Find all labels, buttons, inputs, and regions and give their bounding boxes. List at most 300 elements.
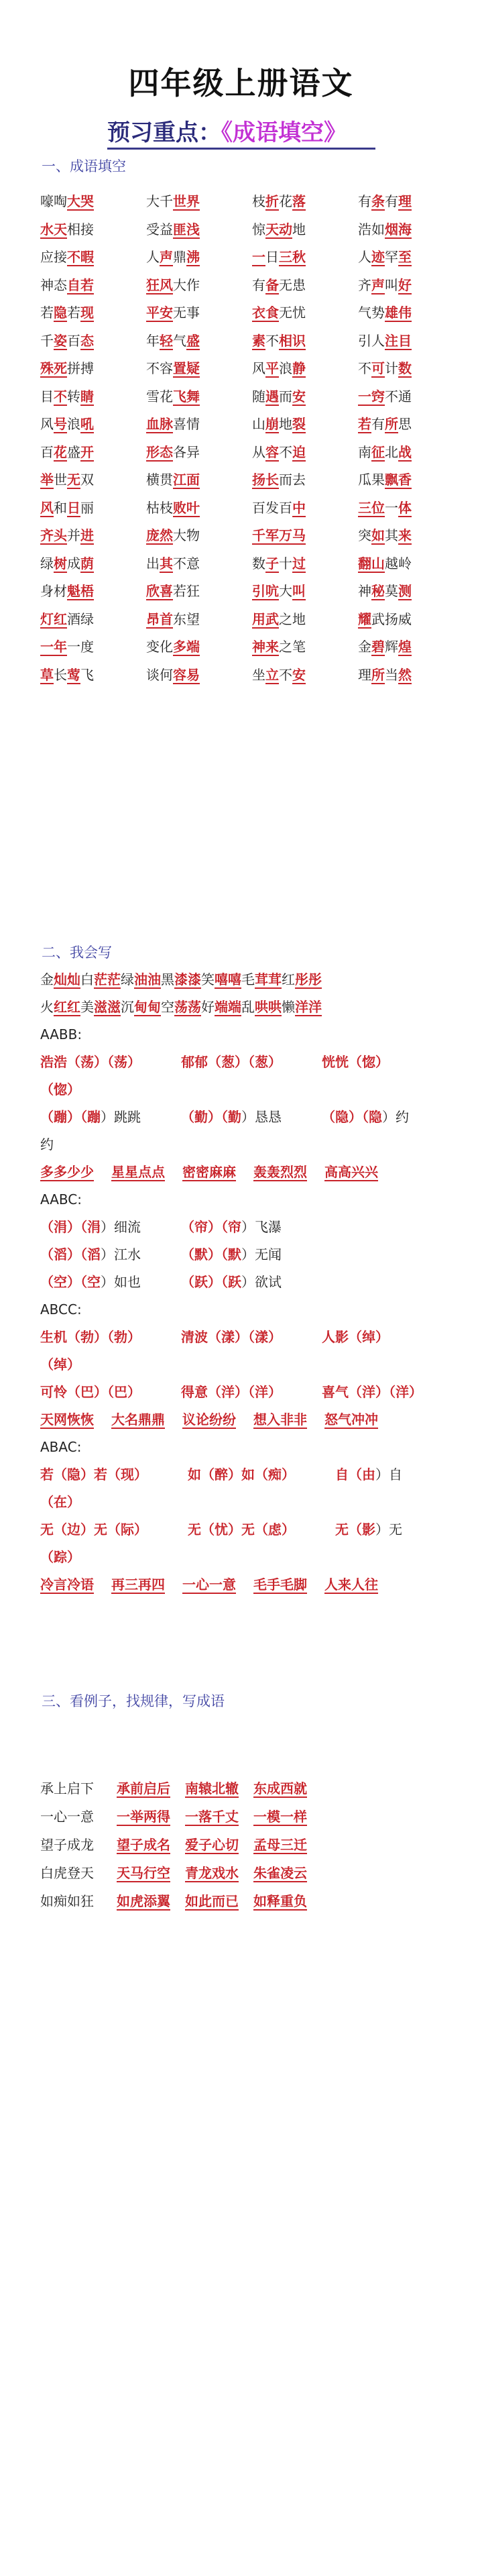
given-text: 不通 xyxy=(385,388,412,405)
blank-text: 勃 xyxy=(114,1329,127,1345)
blank-text: 默 xyxy=(194,1246,208,1263)
answer-text: 江面 xyxy=(173,472,200,488)
answer-text: 匪浅 xyxy=(173,221,200,237)
idiom-cell xyxy=(40,188,146,216)
aabb-line-3 xyxy=(40,1104,449,1131)
idiom-cell xyxy=(252,383,358,411)
given-text: 大作 xyxy=(173,276,200,293)
idiom-cell xyxy=(40,383,146,411)
idiom-cell xyxy=(40,299,146,327)
given-text: 不意 xyxy=(173,555,200,572)
answer-text: 秘 xyxy=(371,583,385,599)
blank-text: 痴 xyxy=(268,1466,282,1483)
answer-text: 日 xyxy=(67,499,80,516)
idiom-cell xyxy=(146,494,252,523)
idiom-cell xyxy=(146,188,252,216)
idiom-cell xyxy=(358,299,449,327)
answer-text: 殊死 xyxy=(40,360,67,376)
answer-text: 千军 xyxy=(252,527,279,543)
answer-text: 号 xyxy=(54,416,67,432)
answer-text: 立 xyxy=(265,666,279,683)
blank-text: ）无（ xyxy=(80,1521,121,1538)
blank-text: （ xyxy=(40,1109,54,1125)
answer-text: 烟海 xyxy=(385,221,412,237)
answer-text: 沸 xyxy=(186,249,200,265)
answer-text: 来 xyxy=(398,527,412,543)
blank-text: 葱 xyxy=(221,1054,235,1070)
given-text: 拼搏 xyxy=(67,360,94,376)
blank-text: （ xyxy=(40,1219,54,1235)
given-text: 沉 xyxy=(121,999,134,1015)
aabb-line-1 xyxy=(40,1049,449,1076)
given-text: 若狂 xyxy=(173,583,200,599)
idiom-cell xyxy=(40,411,146,439)
answer-text: 容 xyxy=(265,443,279,460)
fill-item xyxy=(335,1521,402,1538)
idiom-cell xyxy=(252,272,358,300)
phrase-answer: 高高兴兴 xyxy=(324,1164,378,1180)
answer-text: 一 xyxy=(358,388,371,405)
answer-text: 飞舞 xyxy=(173,388,200,405)
blank-text: 可怜（ xyxy=(40,1384,80,1400)
idiom-cell xyxy=(146,216,252,244)
given-text: 惊 xyxy=(252,221,265,237)
answer-text: 败叶 xyxy=(173,499,200,516)
given-text: 有 xyxy=(371,416,385,432)
abcc-line-2: （绰） xyxy=(40,1356,80,1373)
write-row-1 xyxy=(40,966,449,994)
given-text: 日 xyxy=(265,249,279,265)
given-text: 盛 xyxy=(67,443,80,460)
given-text: 千 xyxy=(40,332,54,349)
blank-text: 边 xyxy=(67,1521,80,1538)
example-label: 承上启下 xyxy=(40,1780,94,1796)
blank-text: 葱 xyxy=(255,1054,268,1070)
idiom-cell xyxy=(146,633,252,661)
example-answer: 一落千丈 xyxy=(185,1809,239,1825)
phrase-answer: 大名鼎鼎 xyxy=(111,1411,165,1428)
idiom-cell xyxy=(146,522,252,550)
given-text: 美 xyxy=(80,999,94,1015)
answer-text: 征 xyxy=(371,443,385,460)
idiom-cell xyxy=(252,466,358,494)
idiom-cell xyxy=(40,522,146,550)
abac-line-1 xyxy=(40,1461,449,1489)
given-text: 长 xyxy=(54,666,67,683)
given-text: 突 xyxy=(358,527,371,543)
answer-text: 甸甸 xyxy=(134,999,161,1015)
given-text: 变化 xyxy=(146,639,173,655)
phrase-answer: 冷言冷语 xyxy=(40,1576,94,1593)
given-text: ）飞瀑 xyxy=(241,1219,282,1235)
idiom-cell xyxy=(146,411,252,439)
given-text: 转 xyxy=(67,388,80,405)
fill-item xyxy=(40,1104,141,1131)
answer-text: 迹 xyxy=(371,249,385,265)
given-text: 大物 xyxy=(173,527,200,543)
answer-text: 子 xyxy=(265,555,279,572)
answer-text: 中 xyxy=(292,499,306,516)
given-text: 谈何 xyxy=(146,666,173,683)
idiom-cell xyxy=(146,355,252,383)
blank-text: 默 xyxy=(228,1246,241,1263)
given-text: 莫 xyxy=(385,583,398,599)
blank-text: 自（ xyxy=(335,1466,362,1483)
fill-item xyxy=(40,1461,147,1489)
idiom-cell xyxy=(40,355,146,383)
answer-text: 体 xyxy=(398,499,412,516)
answer-text: 来 xyxy=(265,639,279,655)
section-heading-2: 二、我会写 xyxy=(42,945,112,961)
example-label: 一心一意 xyxy=(40,1809,94,1825)
given-text: 不 xyxy=(279,443,292,460)
given-text: 理 xyxy=(358,666,371,683)
idiom-cell xyxy=(358,494,449,523)
example-row xyxy=(40,1831,416,1859)
answer-text: 彤彤 xyxy=(295,971,322,987)
answer-text: 静 xyxy=(292,360,306,376)
blank-text: ） xyxy=(268,1329,282,1345)
example-row xyxy=(40,1859,416,1887)
example-answer: 一模一样 xyxy=(253,1809,307,1825)
answer-text: 碧 xyxy=(371,639,385,655)
answer-text: 态 xyxy=(80,332,94,349)
blank-text: ） xyxy=(127,1054,141,1070)
blank-text: 巴 xyxy=(114,1384,127,1400)
blank-text: 空 xyxy=(87,1274,101,1290)
abac-line-3 xyxy=(40,1516,449,1544)
blank-text: ） xyxy=(134,1466,147,1483)
answer-text: 荡荡 xyxy=(174,999,201,1015)
given-text: 各异 xyxy=(173,443,200,460)
given-text: 黑 xyxy=(161,971,174,987)
blank-text: 跃 xyxy=(228,1274,241,1290)
given-text: 一 xyxy=(385,499,398,516)
aabb-line-4: 约 xyxy=(40,1136,54,1152)
given-text: 武扬威 xyxy=(371,610,412,627)
given-text: 雪花 xyxy=(146,388,173,405)
idiom-cell xyxy=(252,522,358,550)
answer-text: 战 xyxy=(398,443,412,460)
blank-text: 滔 xyxy=(87,1246,101,1263)
answer-text: 齐头 xyxy=(40,527,67,543)
answer-text: 开 xyxy=(80,443,94,460)
fill-item xyxy=(40,1269,141,1296)
given-text: 无 xyxy=(279,305,292,321)
idiom-cell xyxy=(358,272,449,300)
blank-text: 蹦 xyxy=(54,1109,67,1125)
answer-text: 风 xyxy=(40,499,54,516)
blank-text: ）（ xyxy=(208,1109,228,1125)
answer-text: 容易 xyxy=(173,666,200,683)
given-text: 横贯 xyxy=(146,472,173,488)
idiom-cell xyxy=(40,606,146,634)
given-text: 气势 xyxy=(358,305,385,321)
answer-text: 迫 xyxy=(292,443,306,460)
given-text: 引人 xyxy=(358,332,385,349)
phrase-answer: 密密麻麻 xyxy=(182,1164,236,1180)
given-text: 瓜果 xyxy=(358,472,385,488)
example-answer: 爱子心切 xyxy=(185,1837,239,1853)
given-text: 红 xyxy=(282,971,295,987)
idiom-cell xyxy=(252,661,358,690)
fill-item xyxy=(181,1219,282,1235)
idiom-cell xyxy=(146,550,252,578)
blank-text: 影 xyxy=(362,1521,375,1538)
blank-text: （ xyxy=(181,1219,194,1235)
example-answer: 如虎添翼 xyxy=(117,1893,170,1909)
given-text: 之笔 xyxy=(279,639,306,655)
given-text: 并 xyxy=(67,527,80,543)
answer-text: 进 xyxy=(80,527,94,543)
given-text: 风 xyxy=(252,360,265,376)
given-text: 鼎 xyxy=(173,249,186,265)
given-text: 之地 xyxy=(279,610,306,627)
idiom-cell xyxy=(40,661,146,690)
answer-text: 盛 xyxy=(186,332,200,349)
idiom-cell xyxy=(146,299,252,327)
answer-text: 耀 xyxy=(358,610,371,627)
blank-text: 漾 xyxy=(255,1329,268,1345)
idiom-cell xyxy=(358,550,449,578)
answer-text: 一 xyxy=(252,249,265,265)
answer-text: 大哭 xyxy=(67,193,94,209)
given-text: ）恳恳 xyxy=(241,1109,282,1125)
answer-text: 理 xyxy=(398,193,412,209)
given-text: 浪 xyxy=(279,360,292,376)
blank-text: （ xyxy=(181,1274,194,1290)
answer-text: 神 xyxy=(252,639,265,655)
aabb-line-2: （惚） xyxy=(40,1081,80,1097)
answer-text: 油油 xyxy=(134,971,161,987)
answer-text: 无 xyxy=(67,472,80,488)
given-text: ）约 xyxy=(382,1109,409,1125)
blank-text: ）（ xyxy=(67,1219,87,1235)
given-text: 从 xyxy=(252,443,265,460)
blank-text: 蹦 xyxy=(87,1109,101,1125)
answer-text: 欣 xyxy=(146,583,160,599)
aabc-line-2 xyxy=(40,1241,449,1269)
fill-item xyxy=(322,1054,389,1070)
given-text: 浪 xyxy=(67,416,80,432)
idiom-cell xyxy=(358,661,449,690)
blank-text: 无（ xyxy=(40,1521,67,1538)
given-text: 一度 xyxy=(67,639,94,655)
blank-text: 帘 xyxy=(194,1219,208,1235)
phrase-answer: 毛手毛脚 xyxy=(253,1576,307,1593)
idiom-cell xyxy=(40,633,146,661)
aabc-line-3 xyxy=(40,1269,449,1296)
fill-item xyxy=(188,1461,295,1489)
given-text: 神 xyxy=(358,583,371,599)
answer-text: 飘香 xyxy=(385,472,412,488)
given-text: ）无 xyxy=(375,1521,402,1538)
given-text: ）细流 xyxy=(101,1219,141,1235)
blank-text: 涓 xyxy=(87,1219,101,1235)
blank-text: 洋 xyxy=(255,1384,268,1400)
given-text: 金 xyxy=(40,971,54,987)
given-text: 好 xyxy=(201,999,215,1015)
idiom-cell xyxy=(40,466,146,494)
answer-text: 煌 xyxy=(398,639,412,655)
given-text: 飞 xyxy=(80,666,94,683)
given-text: 地 xyxy=(292,221,306,237)
example-answer: 如此而已 xyxy=(185,1893,239,1909)
fill-item xyxy=(181,1049,282,1076)
given-text: 相接 xyxy=(67,221,94,237)
blank-text: 如（ xyxy=(188,1466,215,1483)
blank-text: ）（ xyxy=(94,1384,114,1400)
given-text: 人 xyxy=(146,249,160,265)
given-text: 计 xyxy=(385,360,398,376)
answer-text: 相识 xyxy=(279,332,306,349)
answer-text: 雄伟 xyxy=(385,305,412,321)
given-text: 东望 xyxy=(173,610,200,627)
example-list xyxy=(40,1774,416,1915)
given-text: 百发 xyxy=(252,499,279,516)
blank-text: 惚 xyxy=(362,1054,375,1070)
given-text: 忧 xyxy=(292,305,306,321)
blank-text: ）（ xyxy=(235,1054,255,1070)
answer-text: 如 xyxy=(371,527,385,543)
page-title: 四年级上册语文 xyxy=(128,65,354,101)
answer-text: 条 xyxy=(371,193,385,209)
answer-text: 漆漆 xyxy=(174,971,201,987)
answer-text: 昂 xyxy=(146,610,160,627)
given-text: ）自 xyxy=(375,1466,402,1483)
idiom-cell xyxy=(146,327,252,356)
blank-text: 虑 xyxy=(268,1521,282,1538)
idiom-cell xyxy=(252,578,358,606)
blank-text: 荡 xyxy=(80,1054,94,1070)
answer-text: 衣 xyxy=(252,305,265,321)
given-text: 百 xyxy=(40,443,54,460)
idiom-cell xyxy=(252,327,358,356)
given-text: 大 xyxy=(279,583,292,599)
phrase-answer: 多多少少 xyxy=(40,1164,94,1180)
given-text: 枯枝 xyxy=(146,499,173,516)
example-answer: 如释重负 xyxy=(253,1893,307,1909)
blank-text: 勃 xyxy=(80,1329,94,1345)
answer-text: 多端 xyxy=(173,639,200,655)
answer-text: 庞然 xyxy=(146,527,173,543)
given-text: 绿 xyxy=(121,971,134,987)
example-row xyxy=(40,1887,416,1915)
blank-text: （ xyxy=(181,1246,194,1263)
blank-text: 由 xyxy=(362,1466,375,1483)
answer-text: 所 xyxy=(385,416,398,432)
answer-text: 自若 xyxy=(67,276,94,293)
idiom-cell xyxy=(146,578,252,606)
given-text: 不 xyxy=(279,666,292,683)
idiom-cell xyxy=(358,355,449,383)
example-answer: 东成西就 xyxy=(253,1780,307,1796)
answer-text: 隐 xyxy=(54,305,67,321)
idiom-cell xyxy=(146,272,252,300)
fill-item xyxy=(322,1109,409,1125)
blank-text: 漾 xyxy=(221,1329,235,1345)
answer-text: 不暇 xyxy=(67,249,94,265)
answer-text: 测 xyxy=(398,583,412,599)
fill-item xyxy=(40,1324,141,1351)
example-row xyxy=(40,1803,416,1831)
idiom-cell xyxy=(146,244,252,272)
answer-text: 茸茸 xyxy=(255,971,282,987)
fill-item xyxy=(40,1516,147,1544)
given-text: 浩如 xyxy=(358,221,385,237)
given-text: 身材 xyxy=(40,583,67,599)
given-text: 无事 xyxy=(173,305,200,321)
idiom-cell xyxy=(252,606,358,634)
blank-text: 绰 xyxy=(362,1329,375,1345)
fill-item xyxy=(188,1516,295,1544)
pattern-label-abcc: ABCC: xyxy=(40,1301,82,1318)
example-answer: 孟母三迁 xyxy=(253,1837,307,1853)
subtitle xyxy=(107,114,347,147)
abac-line-4: （踪） xyxy=(40,1549,80,1565)
idiom-cell xyxy=(40,494,146,523)
blank-text: ）（ xyxy=(349,1109,369,1125)
blank-text: 隐 xyxy=(67,1466,80,1483)
answer-text: 注目 xyxy=(385,332,412,349)
given-text: 数 xyxy=(252,555,265,572)
given-text: 百 xyxy=(67,332,80,349)
given-text: 嚎啕 xyxy=(40,193,67,209)
given-text: 花 xyxy=(279,193,292,209)
blank-text: 滔 xyxy=(54,1246,67,1263)
answer-text: 茫茫 xyxy=(94,971,121,987)
example-answer: 南辕北辙 xyxy=(185,1780,239,1796)
idiom-cell xyxy=(40,272,146,300)
write-section xyxy=(40,966,449,1599)
idiom-cell xyxy=(40,439,146,467)
answer-text: 举 xyxy=(40,472,54,488)
blank-text: ）（ xyxy=(235,1384,255,1400)
given-text: 越岭 xyxy=(385,555,412,572)
answer-text: 平 xyxy=(265,360,279,376)
fill-item xyxy=(40,1214,141,1241)
blank-text: 荡 xyxy=(114,1054,127,1070)
answer-text: 万马 xyxy=(279,527,306,543)
answer-text: 轻 xyxy=(160,332,173,349)
idiom-cell xyxy=(358,633,449,661)
abcc-line-1 xyxy=(40,1324,449,1351)
idiom-cell xyxy=(252,188,358,216)
subtitle-lead: 预习重点： xyxy=(107,119,221,146)
blank-text: ） xyxy=(375,1054,389,1070)
blank-text: 清波（ xyxy=(181,1329,221,1345)
aabb-phrases xyxy=(40,1159,449,1186)
blank-text: 得意（ xyxy=(181,1384,221,1400)
given-text: 有 xyxy=(252,276,265,293)
idiom-cell xyxy=(358,522,449,550)
given-text: 辉 xyxy=(385,639,398,655)
idiom-cell xyxy=(252,355,358,383)
given-text: 当 xyxy=(385,666,398,683)
answer-text: 形态 xyxy=(146,443,173,460)
idiom-cell xyxy=(252,494,358,523)
given-text: 白 xyxy=(80,971,94,987)
given-text: 而 xyxy=(279,388,292,405)
given-text: 世 xyxy=(54,472,67,488)
idiom-cell xyxy=(40,244,146,272)
blank-text: ）（ xyxy=(235,1329,255,1345)
answer-text: 莺 xyxy=(67,666,80,683)
answer-text: 花 xyxy=(54,443,67,460)
given-text: 不 xyxy=(358,360,371,376)
answer-text: 置疑 xyxy=(173,360,200,376)
given-text: 风 xyxy=(40,416,54,432)
